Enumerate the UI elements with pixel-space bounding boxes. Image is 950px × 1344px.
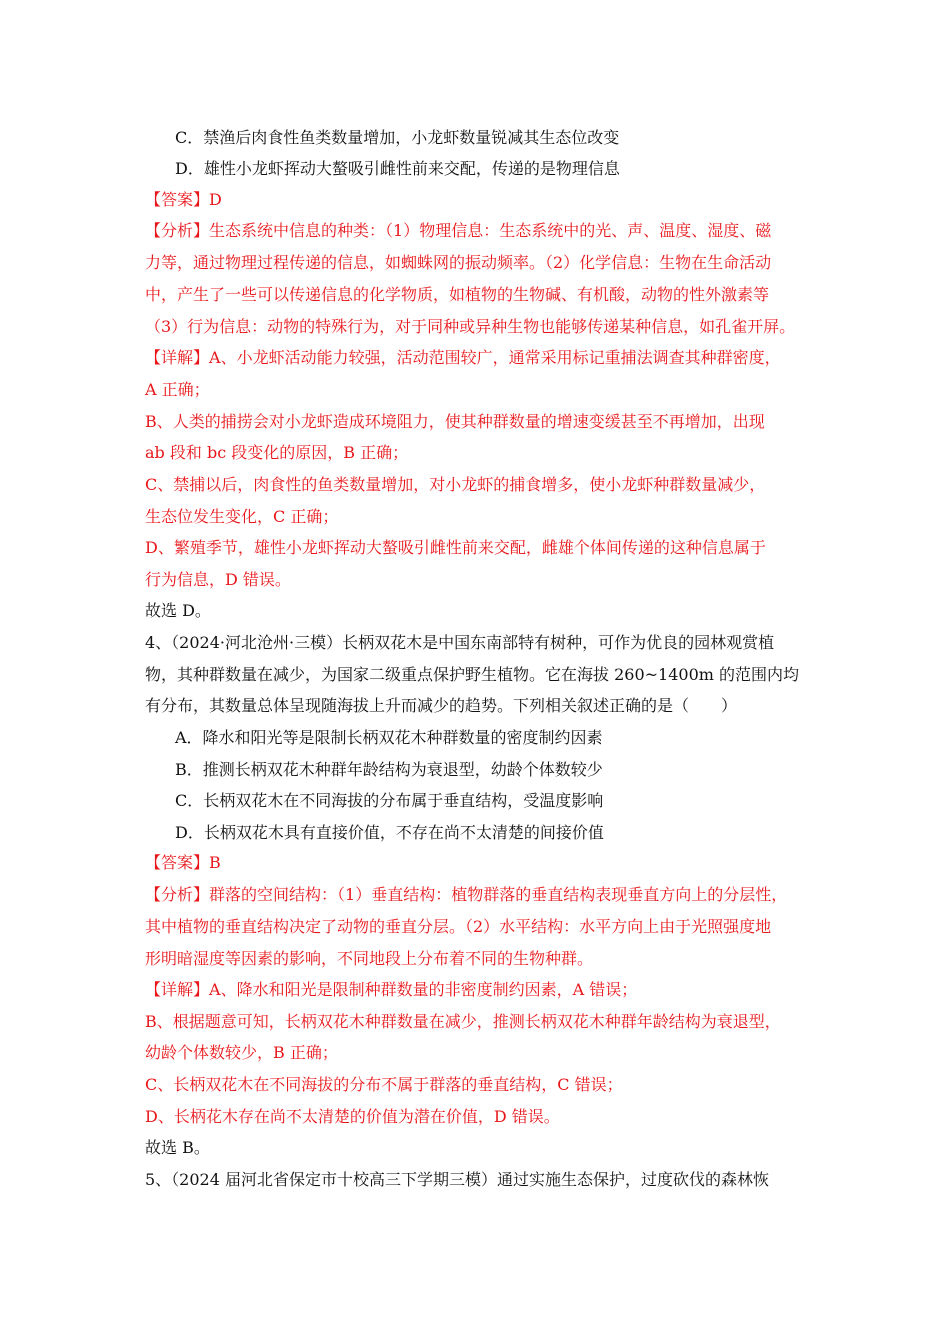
q4-option-a: A．降水和阳光等是限制长柄双花木种群数量的密度制约因素 (175, 728, 603, 747)
q3-detail-line: C、禁捕以后，肉食性的鱼类数量增加，对小龙虾的捕食增多，使小龙虾种群数量减少， (145, 475, 766, 494)
answer-value: D (209, 190, 222, 209)
q4-detail-line (145, 980, 637, 1000)
q3-analysis-line (145, 221, 771, 241)
q3-conclusion: 故选 D。 (145, 601, 211, 620)
analysis-tag: 【分析】 (145, 221, 210, 240)
q5-stem-line: 5、（2024 届河北省保定市十校高三下学期三模）通过实施生态保护，过度砍伐的森林恢 (145, 1170, 769, 1189)
q4-conclusion: 故选 B。 (145, 1138, 210, 1157)
q3-detail-line: 行为信息，D 错误。 (145, 570, 291, 589)
q4-stem-line: 有分布，其数量总体呈现随海拔上升而减少的趋势。下列相关叙述正确的是（ ） (145, 696, 738, 715)
q4-detail-line: 幼龄个体数较少，B 正确； (145, 1043, 338, 1062)
detail-tag: 【详解】 (145, 348, 210, 367)
q4-analysis-line: 形明暗湿度等因素的影响，不同地段上分布着不同的生物种群。 (145, 949, 594, 968)
q4-option-d: D．长柄双花木具有直接价值，不存在尚不太清楚的间接价值 (175, 823, 604, 842)
answer-tag: 【答案】 (145, 190, 210, 209)
q3-detail-line (145, 348, 781, 368)
q4-stem-line: 物，其种群数量在减少，为国家二级重点保护野生植物。它在海拔 260~1400m 的范围内均 (145, 665, 800, 684)
analysis-tag: 【分析】 (145, 885, 210, 904)
analysis-text: 生态系统中信息的种类：（1）物理信息：生态系统中的光、声、温度、湿度、磁 (209, 221, 772, 240)
detail-text: A、降水和阳光是限制种群数量的非密度制约因素，A 错误； (209, 980, 638, 999)
answer-value: B (209, 853, 221, 872)
q4-stem-line: 4、（2024·河北沧州·三模）长柄双花木是中国东南部特有树种，可作为优良的园林观赏植 (145, 633, 775, 652)
q4-analysis-line (145, 885, 787, 905)
q4-detail-line: B、根据题意可知，长柄双花木种群数量在减少，推测长柄双花木种群年龄结构为衰退型， (145, 1012, 781, 1031)
q4-detail-line: C、长柄双花木在不同海拔的分布不属于群落的垂直结构，C 错误； (145, 1075, 623, 1094)
q3-option-d: D．雄性小龙虾挥动大螯吸引雌性前来交配，传递的是物理信息 (175, 159, 620, 178)
q3-analysis-line: （3）行为信息：动物的特殊行为，对于同种或异种生物也能够传递某种信息，如孔雀开屏。 (145, 317, 796, 336)
analysis-text: 群落的空间结构：（1）垂直结构：植物群落的垂直结构表现垂直方向上的分层性， (209, 885, 788, 904)
q4-detail-line: D、长柄花木存在尚不太清楚的价值为潜在价值，D 错误。 (145, 1107, 560, 1126)
q4-answer-line (145, 853, 221, 873)
q3-detail-line: B、人类的捕捞会对小龙虾造成环境阻力，使其种群数量的增速变缓甚至不再增加，出现 (145, 412, 765, 431)
detail-tag: 【详解】 (145, 980, 210, 999)
q3-analysis-line: 力等，通过物理过程传递的信息，如蜘蛛网的振动频率。（2）化学信息：生物在生命活动 (145, 253, 772, 272)
q3-detail-line: A 正确； (145, 380, 210, 399)
q3-analysis-line: 中，产生了一些可以传递信息的化学物质，如植物的生物碱、有机酸，动物的性外激素等 (145, 285, 770, 304)
q4-analysis-line: 其中植物的垂直结构决定了动物的垂直分层。（2）水平结构：水平方向上由于光照强度地 (145, 917, 772, 936)
q3-answer-line (145, 190, 222, 210)
answer-tag: 【答案】 (145, 853, 210, 872)
q3-detail-line: 生态位发生变化，C 正确； (145, 507, 339, 526)
q3-option-c: C．禁渔后肉食性鱼类数量增加，小龙虾数量锐减其生态位改变 (175, 128, 620, 147)
q4-option-c: C．长柄双花木在不同海拔的分布属于垂直结构，受温度影响 (175, 791, 604, 810)
detail-text: A、小龙虾活动能力较强，活动范围较广，通常采用标记重捕法调查其种群密度， (209, 348, 781, 367)
q3-detail-line: D、繁殖季节，雄性小龙虾挥动大螯吸引雌性前来交配，雌雄个体间传递的这种信息属于 (145, 538, 766, 557)
q4-option-b: B．推测长柄双花木种群年龄结构为衰退型，幼龄个体数较少 (175, 760, 603, 779)
q3-detail-line: ab 段和 bc 段变化的原因，B 正确； (145, 443, 409, 462)
